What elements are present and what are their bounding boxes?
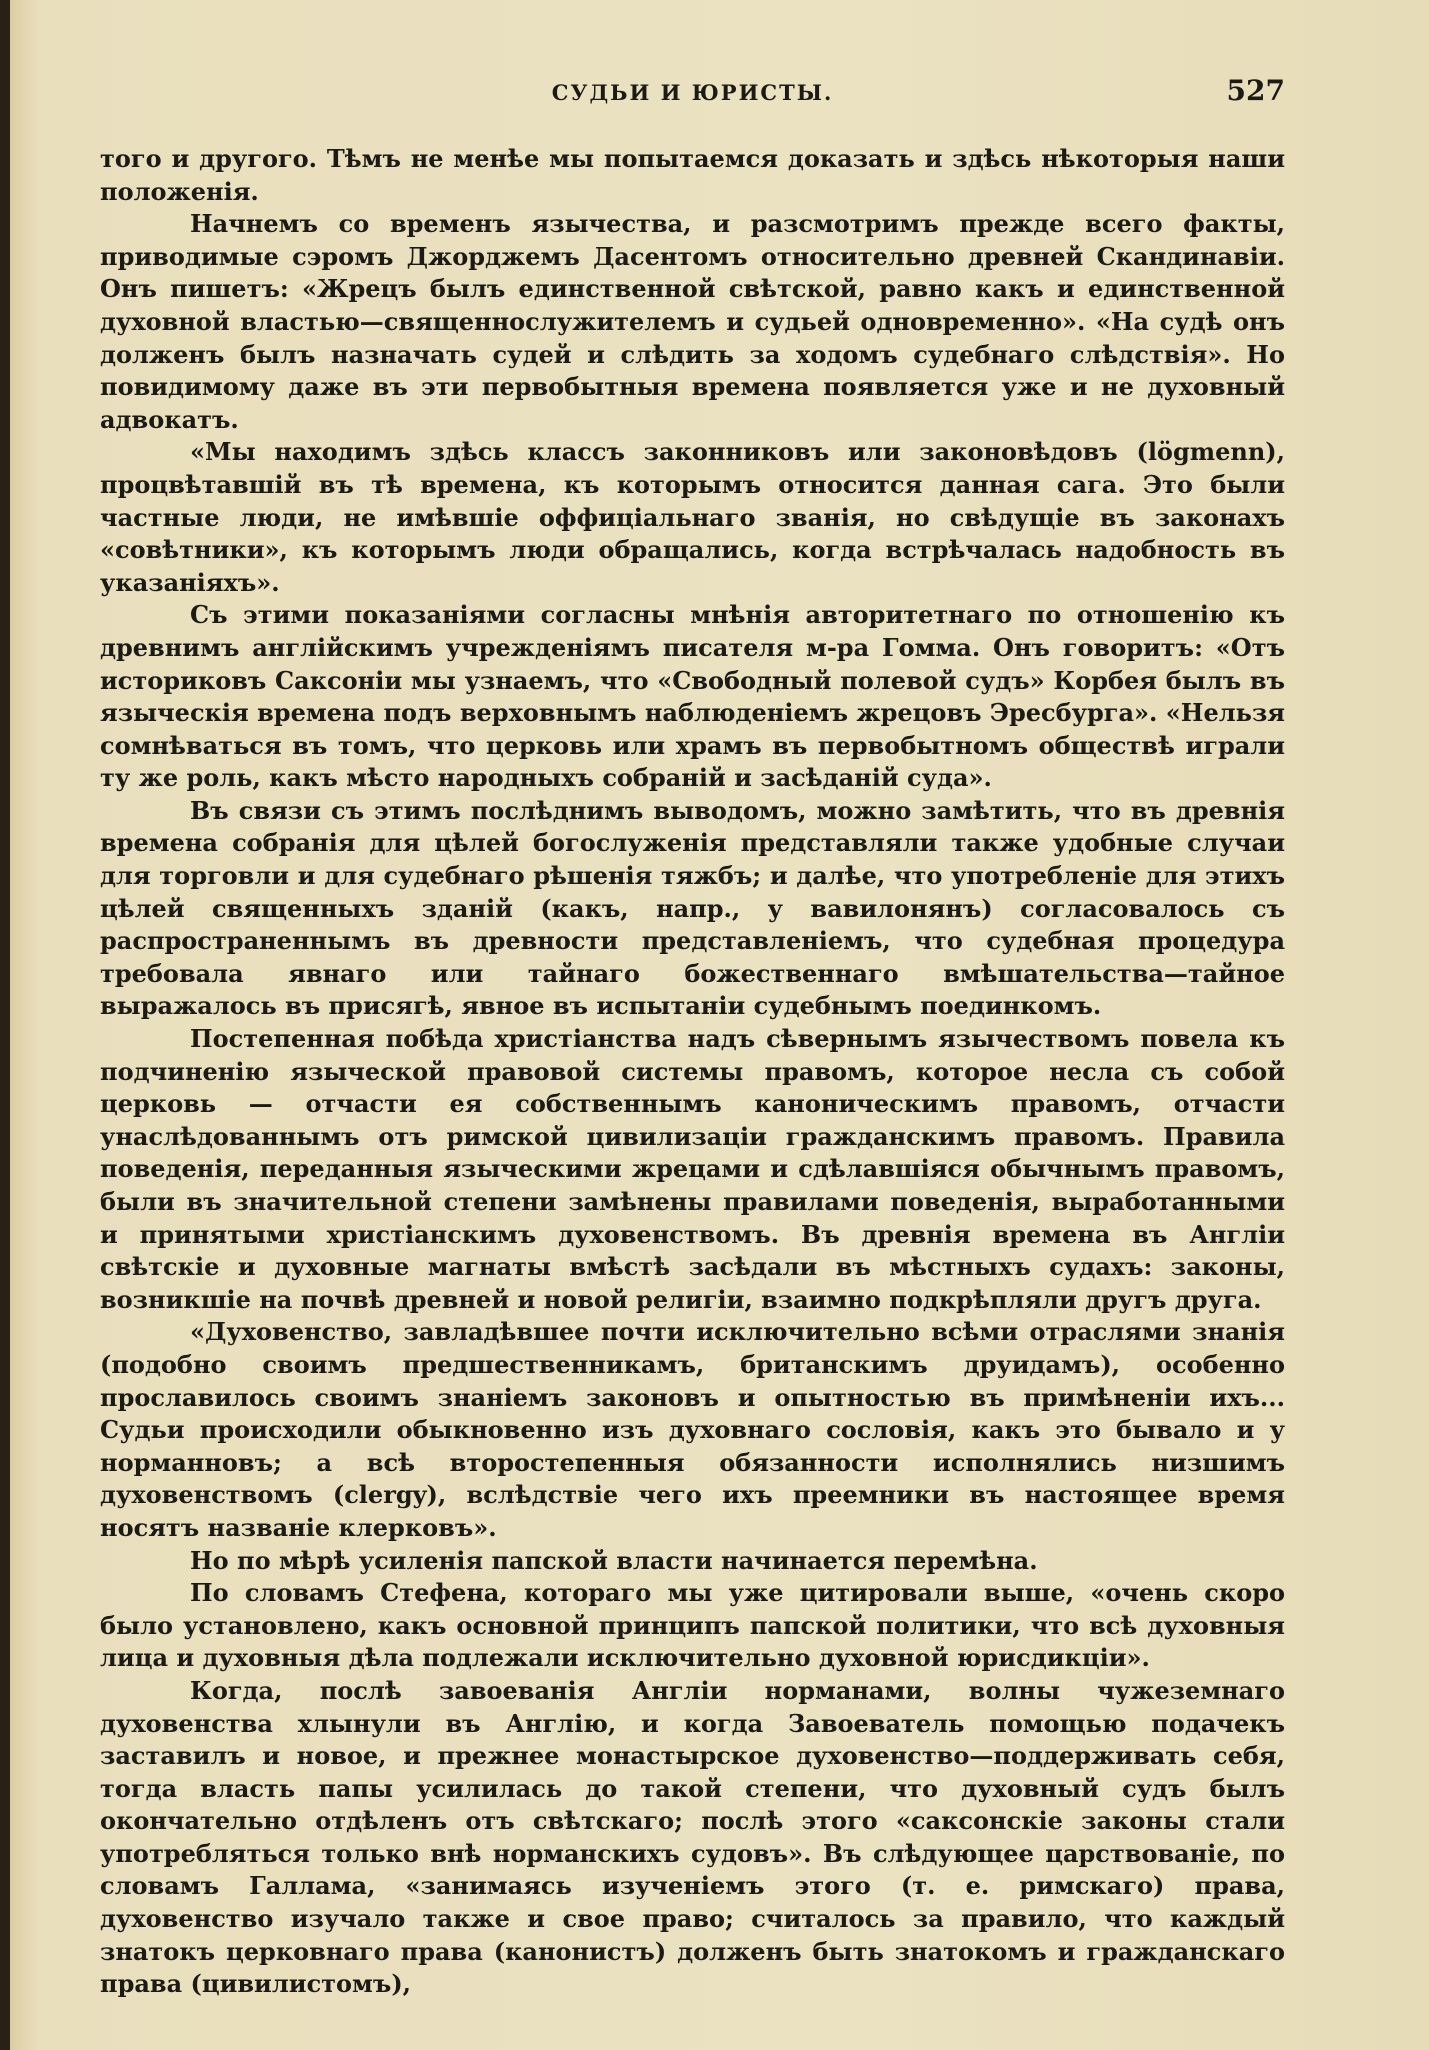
paragraph: Съ этими показаніями согласны мнѣнія авторитетнаго по отношенію къ древнимъ англійскимъ учрежденіямъ писателя м-ра Гомма. Онъ говоритъ: «Отъ историковъ Саксоніи мы узнаемъ, что «Свободный полевой судъ» Корбея былъ въ языческія времена подъ верховнымъ наблюденіемъ жрецовъ Эресбурга». «Нельзя сомнѣваться въ томъ, что церковь или храмъ въ первобытномъ обществѣ играли ту же роль, какъ мѣсто народныхъ собраній и засѣданій суда». [100, 600, 1285, 793]
page-header [100, 74, 1285, 114]
paragraph: Начнемъ со временъ язычества, и разсмотримъ прежде всего факты, приводимые сэромъ Джорджемъ Дасентомъ относительно древней Скандинавіи. Онъ пишетъ: «Жрецъ былъ единственной свѣтской, равно какъ и единственной духовной властью—священнослужителемъ и судьей одновременно». «На судѣ онъ долженъ былъ назначать судей и слѣдить за ходомъ судебнаго слѣдствія». Но повидимому даже въ эти первобытныя времена появляется уже и не духовный адвокатъ. [100, 209, 1285, 434]
paragraph: того и другого. Тѣмъ не менѣе мы попытаемся доказать и здѣсь нѣкоторыя наши положенія. [100, 144, 1285, 206]
paragraph: Но по мѣрѣ усиленія папской власти начинается перемѣна. [190, 1545, 1038, 1575]
body-text [100, 143, 1285, 2001]
page-number: 527 [1226, 74, 1285, 107]
paragraph: «Духовенство, завладѣвшее почти исключительно всѣми отраслями знанія (подобно своимъ предшественникамъ, бритaнскимъ друидамъ), особенно прославилось своимъ знаніемъ законовъ и опытностью въ примѣненіи ихъ... Судьи происходили обыкновенно изъ духовнаго сословія, какъ это бывало и у норманновъ; а всѣ второстепенныя обязанности исполнялись низшимъ духовенствомъ (clergy), вслѣдствіе чего ихъ преемники въ настоящее время носятъ названіе клерковъ». [100, 1317, 1285, 1542]
running-title: СУДЬИ И ЮРИСТЫ. [551, 80, 834, 105]
paragraph: «Мы находимъ здѣсь классъ законниковъ или законовѣдовъ (lögmenn), процвѣтавшій въ тѣ времена, къ которымъ относится данная сага. Это были частные люди, не имѣвшіе оффиціальнаго званія, но свѣдущіе въ законахъ «совѣтники», къ которымъ люди обращались, когда встрѣчалась надобность въ указаніяхъ». [100, 437, 1285, 597]
page-binding-edge [0, 0, 10, 2050]
paragraph: Постепенная побѣда христіанства надъ сѣвернымъ язычествомъ повела къ подчиненію языческой правовой системы правомъ, которое несла съ собой церковь — отчасти ея собственнымъ каноническимъ правомъ, отчасти унаслѣдованнымъ отъ римской цивилизаціи гражданскимъ правомъ. Правила поведенія, переданныя языческими жрецами и сдѣлавшіяся обычнымъ правомъ, были въ значительной степени замѣнены правилами поведенія, выработанными и принятыми христіанскимъ духовенствомъ. Въ древнія времена въ Англіи свѣтскіе и духовные магнаты вмѣстѣ засѣдали въ мѣстныхъ судахъ: законы, возникшіе на почвѣ древней и новой религіи, взаимно подкрѣпляли другъ друга. [100, 1024, 1285, 1314]
paragraph: По словамъ Стефена, котораго мы уже цитировали выше, «очень скоро было установлено, какъ основной принципъ папской политики, что всѣ духовныя лица и духовныя дѣла подлежали исключительно духовной юрисдикціи». [100, 1578, 1285, 1673]
paragraph: Когда, послѣ завоеванія Англіи норманами, волны чужеземнаго духовенства хлынули въ Англію, и когда Завоеватель помощью подачекъ заставилъ и новое, и прежнее монастырское духовенство—поддерживать себя, тогда власть папы усилилась до такой степени, что духовный судъ былъ окончательно отдѣленъ отъ свѣтскаго; послѣ этого «саксонскіе законы стали употребляться только внѣ норманскихъ судовъ». Въ слѣдующее царствованіе, по словамъ Галлама, «занимаясь изученіемъ этого (т. е. римскаго) права, духовенство изучало также и свое право; считалось за правило, что каждый знатокъ церковнаго права (канонистъ) долженъ быть знатокомъ и гражданскаго права (цивилистомъ), [100, 1675, 1285, 1999]
paragraph: Въ связи съ этимъ послѣднимъ выводомъ, можно замѣтить, что въ древнія времена собранія для цѣлей богослуженія представляли также удобные случаи для торговли и для судебнаго рѣшенія тяжбъ; и далѣе, что употребленіе для этихъ цѣлей священныхъ зданій (какъ, напр., у вавилонянъ) согласовалось съ распространеннымъ въ древности представленіемъ, что судебная процедура требовала явнаго или тайнаго божественнаго вмѣшательства—тайное выражалось въ присягѣ, явное въ испытаніи судебнымъ поединкомъ. [100, 795, 1285, 1021]
